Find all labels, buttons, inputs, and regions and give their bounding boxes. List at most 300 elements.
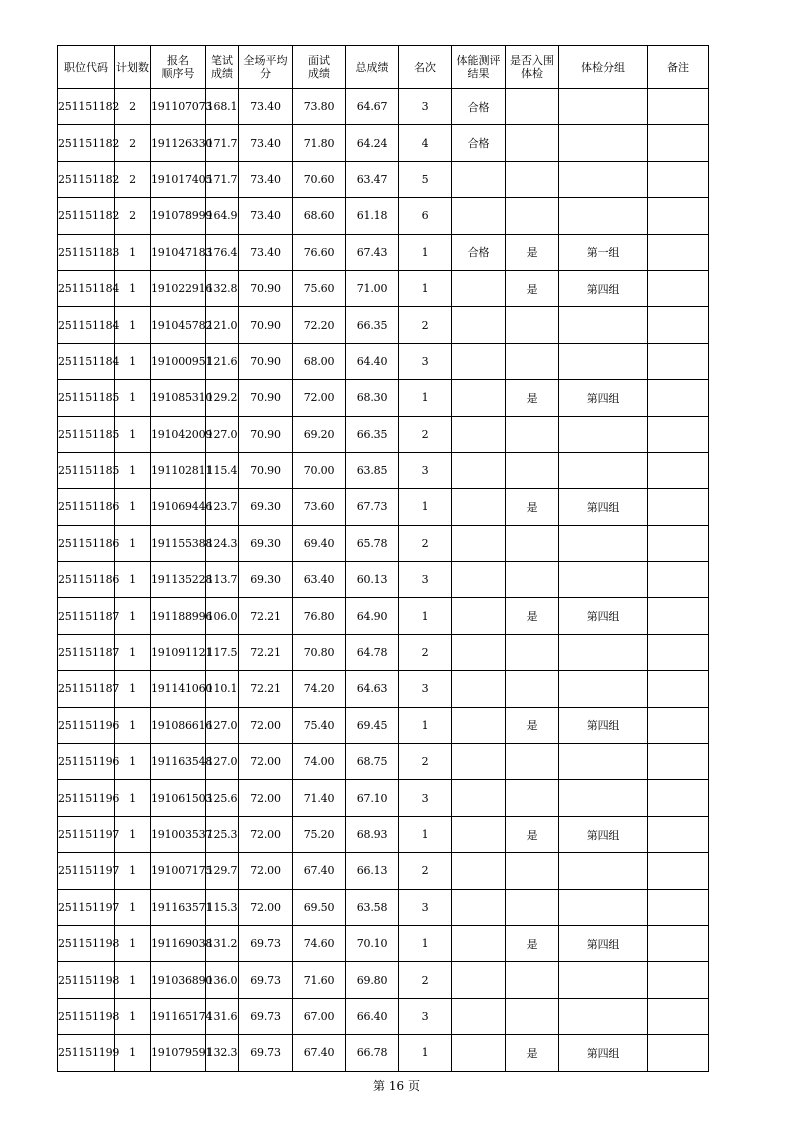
table-cell: 68.75 — [346, 744, 399, 780]
table-cell: 是 — [506, 380, 559, 416]
table-cell: 1 — [399, 598, 452, 634]
table-cell: 67.40 — [293, 1035, 346, 1071]
table-cell: 66.35 — [346, 307, 399, 343]
table-cell — [648, 89, 709, 125]
table-cell — [452, 853, 506, 889]
table-cell: 251151197 — [58, 816, 115, 852]
table-row — [58, 889, 709, 925]
table-cell: 69.45 — [346, 707, 399, 743]
table-cell: 76.80 — [293, 598, 346, 634]
column-header-line: 是否入围 — [510, 54, 554, 67]
table-row — [58, 816, 709, 852]
table-cell — [452, 998, 506, 1034]
table-cell: 第四组 — [559, 816, 648, 852]
table-cell — [506, 525, 559, 561]
table-cell: 191042009 — [151, 416, 206, 452]
table-cell: 65.78 — [346, 525, 399, 561]
table-cell — [452, 598, 506, 634]
table-cell — [506, 889, 559, 925]
table-cell: 191017405 — [151, 161, 206, 197]
table-cell: 168.1 — [206, 89, 239, 125]
column-header — [58, 46, 115, 89]
column-header-line: 报名 — [167, 54, 189, 67]
table-cell: 74.60 — [293, 925, 346, 961]
table-cell: 1 — [115, 380, 151, 416]
table-cell — [452, 270, 506, 306]
column-header — [648, 46, 709, 89]
table-cell: 73.40 — [239, 234, 293, 270]
table-cell: 191000951 — [151, 343, 206, 379]
table-cell — [648, 161, 709, 197]
table-cell — [452, 671, 506, 707]
table-cell: 74.20 — [293, 671, 346, 707]
table-cell — [648, 489, 709, 525]
table-cell — [648, 380, 709, 416]
column-header — [559, 46, 648, 89]
table-row — [58, 780, 709, 816]
table-cell: 251151199 — [58, 1035, 115, 1071]
table-cell: 251151184 — [58, 270, 115, 306]
table-row — [58, 198, 709, 234]
table-cell: 73.80 — [293, 89, 346, 125]
table-cell: 72.21 — [239, 634, 293, 670]
table-cell: 是 — [506, 816, 559, 852]
table-cell: 115.3 — [206, 889, 239, 925]
table-cell: 176.4 — [206, 234, 239, 270]
table-cell — [506, 562, 559, 598]
table-cell: 72.00 — [239, 780, 293, 816]
table-row — [58, 525, 709, 561]
column-header — [399, 46, 452, 89]
table-cell — [559, 671, 648, 707]
table-row — [58, 598, 709, 634]
table-cell — [506, 161, 559, 197]
table-cell: 64.63 — [346, 671, 399, 707]
table-cell — [559, 452, 648, 488]
table-cell — [648, 962, 709, 998]
table-cell: 64.24 — [346, 125, 399, 161]
table-cell: 69.73 — [239, 998, 293, 1034]
table-cell — [452, 889, 506, 925]
table-cell — [648, 307, 709, 343]
table-cell: 191045782 — [151, 307, 206, 343]
table-cell: 251151187 — [58, 598, 115, 634]
table-row — [58, 452, 709, 488]
table-cell: 131.2 — [206, 925, 239, 961]
table-row — [58, 307, 709, 343]
table-cell: 66.13 — [346, 853, 399, 889]
table-cell — [559, 962, 648, 998]
header-row — [58, 46, 709, 89]
table-cell: 123.7 — [206, 489, 239, 525]
table-cell: 171.7 — [206, 161, 239, 197]
table-cell: 69.30 — [239, 489, 293, 525]
table-cell: 191022916 — [151, 270, 206, 306]
table-cell: 191102811 — [151, 452, 206, 488]
table-cell: 1 — [399, 707, 452, 743]
table-cell: 76.60 — [293, 234, 346, 270]
table-cell: 110.1 — [206, 671, 239, 707]
table-row — [58, 671, 709, 707]
table-cell: 251151182 — [58, 161, 115, 197]
table-cell: 125.6 — [206, 780, 239, 816]
table-cell: 191086616 — [151, 707, 206, 743]
table-cell: 1 — [399, 925, 452, 961]
table-cell: 72.00 — [293, 380, 346, 416]
table-row — [58, 489, 709, 525]
column-header-line: 笔试 — [211, 54, 233, 67]
table-cell: 1 — [115, 889, 151, 925]
table-cell — [648, 671, 709, 707]
column-header — [151, 46, 206, 89]
table-cell: 70.90 — [239, 343, 293, 379]
table-cell: 第四组 — [559, 380, 648, 416]
table-cell: 3 — [399, 562, 452, 598]
table-cell: 191165174 — [151, 998, 206, 1034]
table-cell — [506, 416, 559, 452]
table-cell: 71.60 — [293, 962, 346, 998]
column-header-line: 体检分组 — [581, 60, 625, 74]
table-cell: 70.90 — [239, 452, 293, 488]
table-cell: 75.60 — [293, 270, 346, 306]
table-cell: 70.10 — [346, 925, 399, 961]
table-cell — [506, 343, 559, 379]
table-cell: 127.0 — [206, 707, 239, 743]
table-cell: 2 — [399, 634, 452, 670]
table-cell: 1 — [115, 925, 151, 961]
table-cell — [648, 744, 709, 780]
table-cell — [559, 125, 648, 161]
table-cell: 191091121 — [151, 634, 206, 670]
table-row — [58, 744, 709, 780]
table-cell — [648, 525, 709, 561]
table-cell: 113.7 — [206, 562, 239, 598]
table-cell: 66.78 — [346, 1035, 399, 1071]
table-cell: 117.5 — [206, 634, 239, 670]
results-table — [57, 45, 709, 1072]
table-cell — [648, 780, 709, 816]
table-cell: 合格 — [452, 234, 506, 270]
table-cell — [452, 744, 506, 780]
table-cell: 1 — [399, 489, 452, 525]
column-header-line: 结果 — [467, 67, 490, 80]
table-cell: 2 — [399, 962, 452, 998]
table-cell: 73.40 — [239, 89, 293, 125]
table-cell: 2 — [399, 525, 452, 561]
table-cell: 121.0 — [206, 307, 239, 343]
table-cell: 3 — [399, 671, 452, 707]
table-cell: 191135228 — [151, 562, 206, 598]
table-cell: 64.40 — [346, 343, 399, 379]
table-cell: 1 — [115, 452, 151, 488]
table-cell: 251151184 — [58, 343, 115, 379]
table-cell: 72.00 — [239, 853, 293, 889]
table-cell — [452, 525, 506, 561]
page-number: 第 16 页 — [373, 1079, 420, 1093]
table-row — [58, 380, 709, 416]
table-cell — [452, 416, 506, 452]
column-header-line: 全场平均 — [243, 54, 288, 67]
table-cell — [648, 270, 709, 306]
table-cell — [452, 816, 506, 852]
table-cell — [506, 780, 559, 816]
table-cell: 191078999 — [151, 198, 206, 234]
table-row — [58, 562, 709, 598]
table-cell: 251151187 — [58, 671, 115, 707]
table-cell: 75.40 — [293, 707, 346, 743]
table-cell: 1 — [115, 270, 151, 306]
table-cell: 是 — [506, 1035, 559, 1071]
table-cell: 70.00 — [293, 452, 346, 488]
table-cell: 72.00 — [239, 744, 293, 780]
column-header — [293, 46, 346, 89]
table-cell: 1 — [399, 270, 452, 306]
table-cell: 191141060 — [151, 671, 206, 707]
table-cell — [506, 962, 559, 998]
table-cell: 75.20 — [293, 816, 346, 852]
table-cell: 251151182 — [58, 89, 115, 125]
table-cell: 251151182 — [58, 125, 115, 161]
table-cell: 251151186 — [58, 562, 115, 598]
table-cell: 251151197 — [58, 853, 115, 889]
table-cell — [452, 343, 506, 379]
table-body — [58, 89, 709, 1072]
table-cell — [648, 562, 709, 598]
table-cell: 2 — [115, 161, 151, 197]
column-header-line: 分 — [260, 67, 271, 80]
table-cell: 63.47 — [346, 161, 399, 197]
table-cell: 1 — [115, 671, 151, 707]
table-cell — [648, 1035, 709, 1071]
table-cell: 3 — [399, 89, 452, 125]
table-cell — [506, 307, 559, 343]
table-cell — [452, 780, 506, 816]
table-cell: 69.30 — [239, 562, 293, 598]
table-cell: 72.21 — [239, 671, 293, 707]
table-row — [58, 925, 709, 961]
table-cell: 是 — [506, 925, 559, 961]
table-cell: 68.00 — [293, 343, 346, 379]
table-cell: 67.73 — [346, 489, 399, 525]
table-row — [58, 998, 709, 1034]
table-cell: 251151185 — [58, 380, 115, 416]
table-cell: 171.7 — [206, 125, 239, 161]
table-cell — [559, 89, 648, 125]
table-cell — [506, 853, 559, 889]
table-cell: 2 — [399, 853, 452, 889]
table-cell: 63.85 — [346, 452, 399, 488]
table-cell: 1 — [115, 998, 151, 1034]
table-cell: 第四组 — [559, 707, 648, 743]
table-cell: 73.40 — [239, 161, 293, 197]
table-cell: 67.43 — [346, 234, 399, 270]
table-cell: 63.58 — [346, 889, 399, 925]
table-cell — [559, 634, 648, 670]
table-cell: 第四组 — [559, 270, 648, 306]
table-cell — [648, 853, 709, 889]
table-row — [58, 634, 709, 670]
table-cell: 1 — [115, 634, 151, 670]
column-header-line: 职位代码 — [64, 60, 108, 74]
table-cell — [559, 343, 648, 379]
table-cell: 是 — [506, 598, 559, 634]
table-cell: 69.20 — [293, 416, 346, 452]
table-cell: 1 — [115, 853, 151, 889]
table-cell: 2 — [399, 416, 452, 452]
table-cell: 1 — [115, 744, 151, 780]
table-cell: 1 — [115, 234, 151, 270]
table-row — [58, 161, 709, 197]
table-cell — [506, 89, 559, 125]
table-cell — [506, 998, 559, 1034]
table-cell: 74.00 — [293, 744, 346, 780]
table-cell — [559, 889, 648, 925]
table-cell: 251151196 — [58, 707, 115, 743]
table-cell — [452, 489, 506, 525]
table-cell — [648, 598, 709, 634]
column-header — [506, 46, 559, 89]
table-cell: 251151196 — [58, 744, 115, 780]
table-cell: 66.35 — [346, 416, 399, 452]
table-cell — [648, 125, 709, 161]
table-cell: 1 — [115, 707, 151, 743]
table-cell: 251151184 — [58, 307, 115, 343]
table-cell: 69.40 — [293, 525, 346, 561]
table-cell: 1 — [115, 1035, 151, 1071]
table-cell — [648, 889, 709, 925]
table-cell: 4 — [399, 125, 452, 161]
table-cell: 1 — [115, 816, 151, 852]
table-cell: 69.30 — [239, 525, 293, 561]
column-header-line: 成绩 — [308, 67, 330, 80]
table-cell: 67.00 — [293, 998, 346, 1034]
table-cell: 251151197 — [58, 889, 115, 925]
table-cell: 132.3 — [206, 1035, 239, 1071]
table-cell: 251151182 — [58, 198, 115, 234]
table-cell: 191163571 — [151, 889, 206, 925]
table-cell: 1 — [115, 562, 151, 598]
table-cell: 68.93 — [346, 816, 399, 852]
table-cell: 是 — [506, 234, 559, 270]
table-cell: 3 — [399, 343, 452, 379]
table-row — [58, 89, 709, 125]
table-cell — [452, 307, 506, 343]
table-cell — [452, 380, 506, 416]
table-cell: 6 — [399, 198, 452, 234]
column-header-line: 计划数 — [116, 60, 149, 74]
table-cell: 是 — [506, 707, 559, 743]
table-cell — [559, 161, 648, 197]
table-cell: 115.4 — [206, 452, 239, 488]
table-cell: 第四组 — [559, 598, 648, 634]
table-cell: 70.90 — [239, 307, 293, 343]
table-cell: 191188996 — [151, 598, 206, 634]
table-cell: 251151198 — [58, 925, 115, 961]
table-cell: 1 — [399, 380, 452, 416]
table-cell — [452, 634, 506, 670]
table-cell: 191085310 — [151, 380, 206, 416]
table-cell: 191061503 — [151, 780, 206, 816]
column-header-line: 总成绩 — [355, 60, 389, 74]
table-cell: 191036890 — [151, 962, 206, 998]
table-cell — [648, 452, 709, 488]
table-cell: 1 — [115, 780, 151, 816]
table-cell — [648, 234, 709, 270]
table-cell: 64.78 — [346, 634, 399, 670]
table-cell: 69.73 — [239, 925, 293, 961]
table-cell — [506, 744, 559, 780]
table-cell: 191155388 — [151, 525, 206, 561]
table-cell: 251151198 — [58, 962, 115, 998]
table-cell: 251151186 — [58, 489, 115, 525]
table-cell: 是 — [506, 270, 559, 306]
table-cell: 127.0 — [206, 416, 239, 452]
table-cell: 1 — [399, 816, 452, 852]
table-cell: 67.40 — [293, 853, 346, 889]
table-row — [58, 125, 709, 161]
table-cell — [559, 998, 648, 1034]
table-cell: 191126330 — [151, 125, 206, 161]
table-row — [58, 853, 709, 889]
table-cell: 191163548 — [151, 744, 206, 780]
table-cell — [648, 925, 709, 961]
table-cell — [648, 998, 709, 1034]
table-cell: 164.9 — [206, 198, 239, 234]
table-cell: 191003537 — [151, 816, 206, 852]
table-cell: 1 — [115, 416, 151, 452]
column-header-line: 备注 — [667, 60, 689, 74]
table-cell: 191069446 — [151, 489, 206, 525]
column-header — [115, 46, 151, 89]
table-cell: 1 — [115, 307, 151, 343]
table-row — [58, 270, 709, 306]
table-cell: 191169038 — [151, 925, 206, 961]
table-row — [58, 1035, 709, 1071]
table-cell: 71.40 — [293, 780, 346, 816]
table-cell — [648, 816, 709, 852]
table-cell: 191007175 — [151, 853, 206, 889]
table-cell: 69.73 — [239, 1035, 293, 1071]
column-header-line: 顺序号 — [161, 67, 195, 80]
table-cell — [506, 634, 559, 670]
table-cell: 70.90 — [239, 380, 293, 416]
table-cell: 125.3 — [206, 816, 239, 852]
table-row — [58, 416, 709, 452]
table-cell: 191047183 — [151, 234, 206, 270]
table-cell — [648, 416, 709, 452]
table-cell: 251151196 — [58, 780, 115, 816]
table-cell — [559, 853, 648, 889]
table-cell: 191079591 — [151, 1035, 206, 1071]
table-cell: 2 — [115, 89, 151, 125]
table-cell — [648, 634, 709, 670]
table-cell: 2 — [115, 125, 151, 161]
table-cell: 129.2 — [206, 380, 239, 416]
table-cell: 3 — [399, 889, 452, 925]
table-cell: 第一组 — [559, 234, 648, 270]
table-cell: 第四组 — [559, 925, 648, 961]
table-cell: 60.13 — [346, 562, 399, 598]
table-cell — [559, 562, 648, 598]
table-cell — [559, 525, 648, 561]
table-cell: 1 — [115, 489, 151, 525]
table-cell: 66.40 — [346, 998, 399, 1034]
table-cell: 72.00 — [239, 889, 293, 925]
table-cell: 第四组 — [559, 489, 648, 525]
table-cell: 73.40 — [239, 198, 293, 234]
table-cell: 251151187 — [58, 634, 115, 670]
table-cell — [648, 707, 709, 743]
